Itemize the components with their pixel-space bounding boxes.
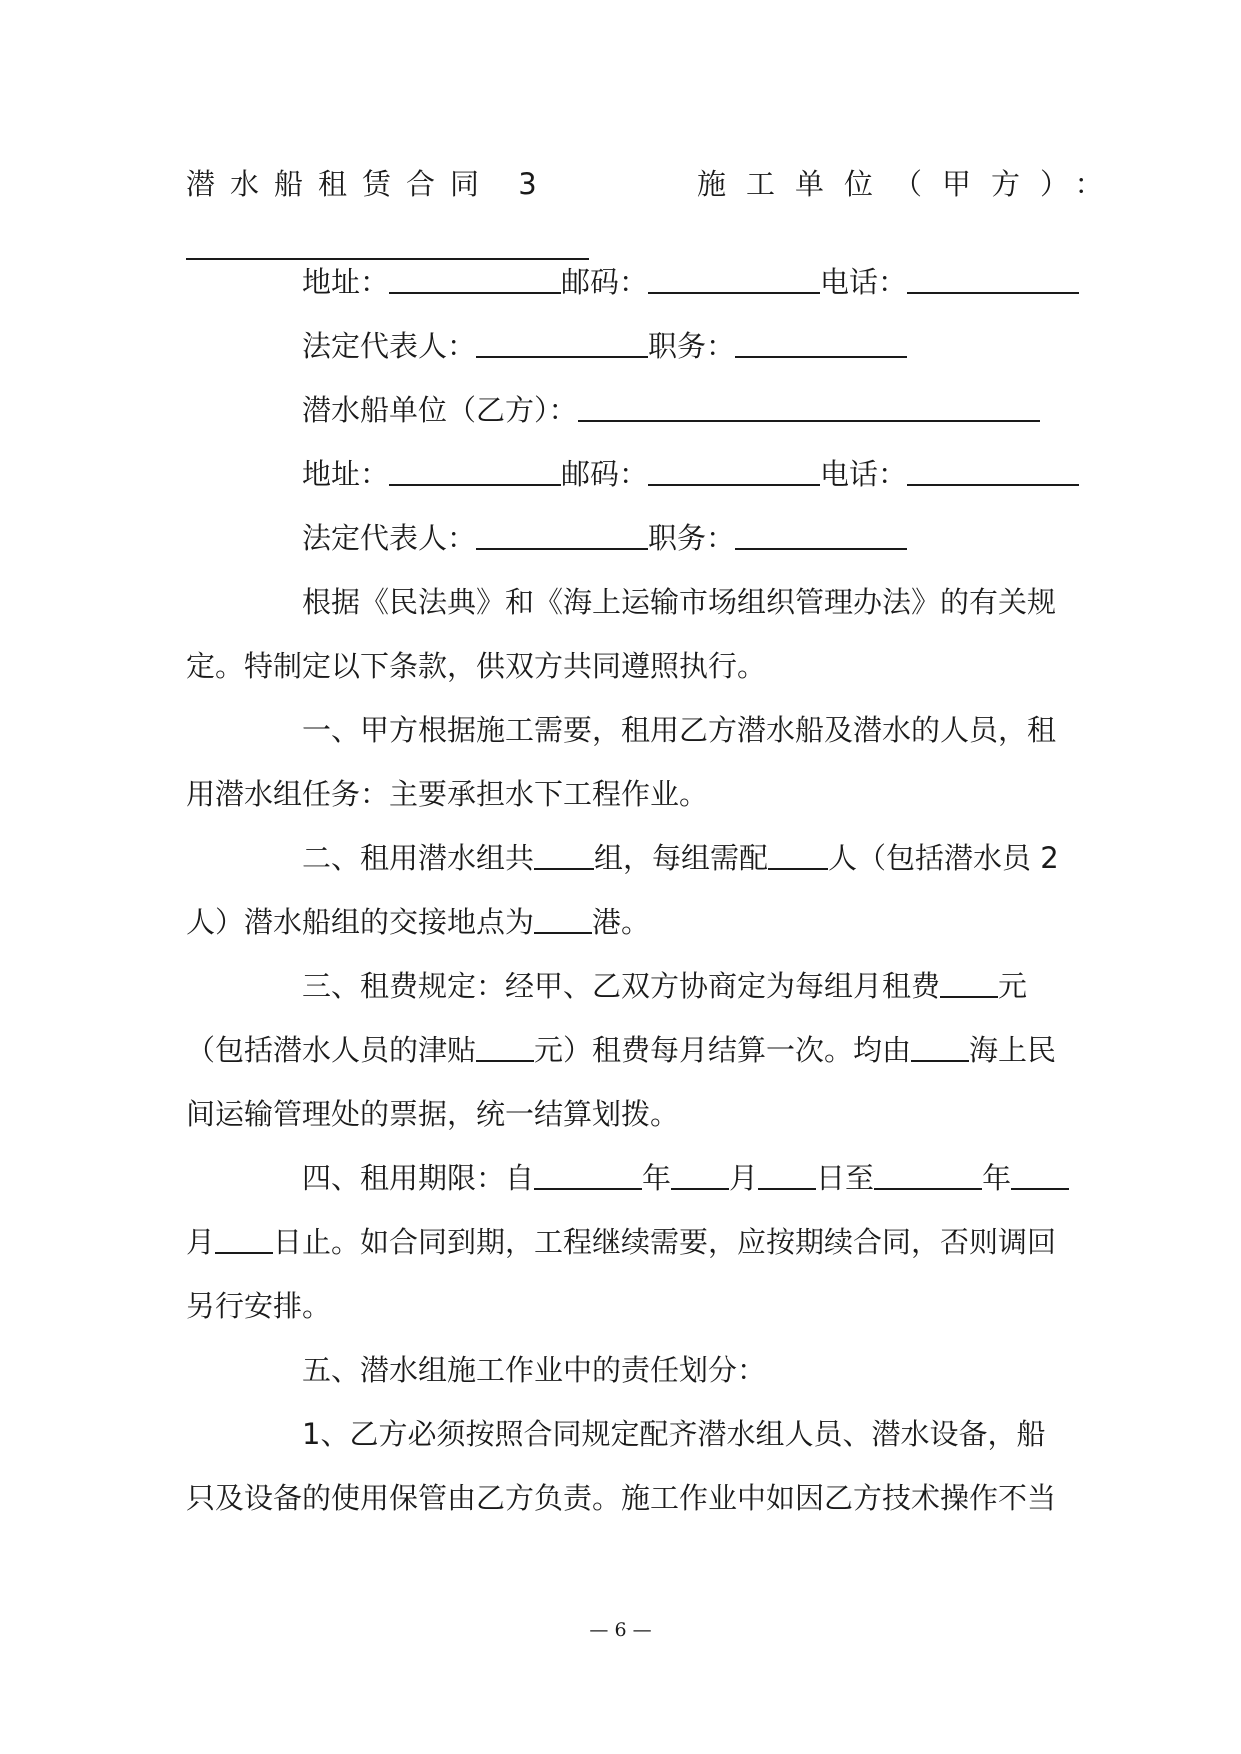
text: 元）租费每月结算一次。均由: [534, 1033, 912, 1067]
clause-5-item-1-line-2: 只及设备的使用保管由乙方负责。施工作业中如因乙方技术操作不当: [186, 1481, 1057, 1515]
text: 月: [729, 1161, 759, 1195]
clause-2-line-2: [186, 902, 1076, 942]
position-label: 职务：: [648, 329, 736, 363]
group-count-blank: [534, 838, 594, 870]
text: 月: [186, 1225, 216, 1259]
clause-4-line-1: [302, 1158, 1072, 1198]
text: 三、租费规定：经甲、乙双方协商定为每组月租费: [302, 969, 941, 1003]
phone-blank: [907, 454, 1079, 486]
text: 四、租用期限：自: [302, 1161, 535, 1195]
postcode-label: 邮码：: [561, 457, 649, 491]
party-a-rep-line: [302, 326, 1072, 366]
end-year-blank: [874, 1158, 982, 1190]
clause-1-line-1: 一、甲方根据施工需要，租用乙方潜水船及潜水的人员，租: [302, 713, 1057, 747]
position-blank: [735, 518, 907, 550]
address-blank: [389, 262, 561, 294]
text: 元: [998, 969, 1028, 1003]
page-number: — 6 —: [589, 1619, 652, 1641]
text: 日至: [816, 1161, 875, 1195]
text: 二、租用潜水组共: [302, 841, 535, 875]
clause-3-line-3: 间运输管理处的票据，统一结算划拨。: [186, 1097, 680, 1131]
clause-3-line-1: [302, 966, 1072, 1006]
party-b-name-blank: [578, 390, 1040, 422]
rep-label: 法定代表人：: [302, 521, 477, 555]
allowance-blank: [476, 1030, 534, 1062]
office-blank: [911, 1030, 969, 1062]
address-blank: [389, 454, 561, 486]
position-label: 职务：: [648, 521, 736, 555]
text: 年: [642, 1161, 672, 1195]
phone-label: 电话：: [820, 457, 908, 491]
rep-blank: [476, 518, 648, 550]
position-blank: [735, 326, 907, 358]
phone-label: 电话：: [820, 265, 908, 299]
clause-5-heading: 五、潜水组施工作业中的责任划分：: [302, 1353, 767, 1387]
start-month-blank: [671, 1158, 729, 1190]
party-a-address-line: [302, 262, 1072, 302]
start-year-blank: [534, 1158, 642, 1190]
party-b-rep-line: [302, 518, 1072, 558]
text: 日止。如合同到期，工程继续需要，应按期续合同，否则调回: [273, 1225, 1057, 1259]
start-day-blank: [758, 1158, 816, 1190]
text: 人（包括潜水员 2: [828, 841, 1059, 875]
monthly-fee-blank: [940, 966, 998, 998]
preamble-line-2: 定。特制定以下条款，供双方共同遵照执行。: [186, 649, 767, 683]
clause-5-item-1-line-1: 1、乙方必须按照合同规定配齐潜水组人员、潜水设备，船: [302, 1417, 1046, 1451]
clause-4-line-2: [186, 1222, 1076, 1262]
rep-blank: [476, 326, 648, 358]
text: 海上民: [969, 1033, 1057, 1067]
postcode-blank: [648, 454, 820, 486]
clause-2-line-1: [302, 838, 1072, 878]
clause-1-line-2: 用潜水组任务：主要承担水下工程作业。: [186, 777, 709, 811]
party-b-address-line: [302, 454, 1072, 494]
party-b-line: [302, 390, 1072, 430]
party-a-label: 施工单位（甲方）：: [697, 167, 1124, 201]
clause-3-line-2: [186, 1030, 1076, 1070]
end-month-blank: [1011, 1158, 1069, 1190]
person-count-blank: [768, 838, 828, 870]
port-blank: [534, 902, 592, 934]
clause-4-line-3: 另行安排。: [186, 1289, 332, 1323]
party-b-label: 潜水船单位（乙方）：: [302, 393, 578, 427]
text: 人）潜水船组的交接地点为: [186, 905, 535, 939]
postcode-blank: [648, 262, 820, 294]
contract-title: 潜水船租赁合同 3: [186, 167, 552, 201]
end-day-blank: [215, 1222, 273, 1254]
text: 组，每组需配: [594, 841, 769, 875]
address-label: 地址：: [302, 457, 390, 491]
address-label: 地址：: [302, 265, 390, 299]
text: 年: [982, 1161, 1012, 1195]
rep-label: 法定代表人：: [302, 329, 477, 363]
text: 港。: [592, 905, 651, 939]
preamble-line-1: 根据《民法典》和《海上运输市场组织管理办法》的有关规: [302, 585, 1057, 619]
party-a-name-blank: [186, 258, 589, 260]
phone-blank: [907, 262, 1079, 294]
postcode-label: 邮码：: [561, 265, 649, 299]
text: （包括潜水人员的津贴: [186, 1033, 477, 1067]
